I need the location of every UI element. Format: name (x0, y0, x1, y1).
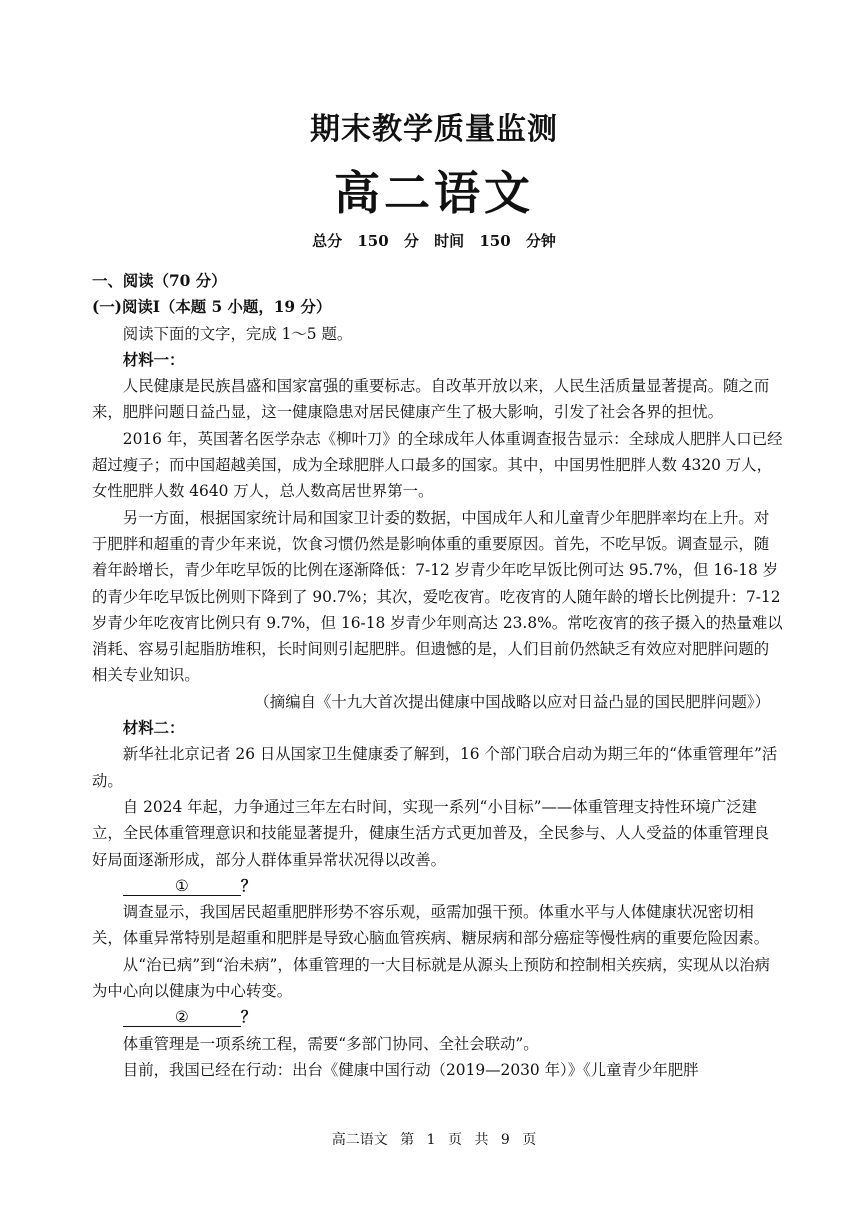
material-two-label: 材料二： (122, 719, 185, 738)
material-two-paragraph: 自 2024 年起，力争通过三年左右时间，实现一系列“小目标”——体重管理支持性环境广泛建立，全民体重管理意识和技能显著提升，健康生活方式更加普及，全民参与、人人受益的体重管理良好局面逐渐形成，部分人群体重异常状况得以改善。 (92, 797, 770, 869)
material-two-paragraph: 从“治已病”到“治未病”，体重管理的一大目标就是从源头上预防和控制相关疾病，实现从以治病为中心向以健康为中心转变。 (92, 955, 770, 1001)
exam-title: 期末教学质量监测 (310, 112, 558, 147)
fill-blank-line-2 (92, 1004, 784, 1030)
fill-blank-2[interactable]: ② (123, 1008, 241, 1027)
fill-blank-1[interactable]: ① (123, 877, 241, 896)
material-two-paragraph: 新华社北京记者 26 日从国家卫生健康委了解到，16 个部门联合启动为期三年的“体重管理年”活动。 (92, 745, 778, 790)
material-one-paragraph: 2016 年，英国著名医学杂志《柳叶刀》的全球成年人体重调查报告显示：全球成人肥胖人口已经超过瘦子；而中国超越美国，成为全球肥胖人口最多的国家。其中，中国男性肥胖人数 4320 万人，女性肥胖人数 4640 万人，总人数高居世界第一。 (92, 429, 783, 501)
blank-question-mark: ？ (240, 876, 257, 895)
fill-blank-line-1 (92, 873, 784, 899)
material-one-label: 材料一： (122, 350, 185, 369)
material-one-paragraph: 人民健康是民族昌盛和国家富强的重要标志。自改革开放以来，人民生活质量显著提高。随之而来，肥胖问题日益凸显，这一健康隐患对居民健康产生了极大影响，引发了社会各界的担忧。 (92, 377, 770, 422)
material-two-paragraph: 体重管理是一项系统工程，需要“多部门协同、全社会联动”。 (122, 1034, 539, 1053)
part-heading: (一)阅读Ⅰ（本题 5 小题，19 分） (92, 298, 332, 317)
section-heading: 一、阅读（70 分） (92, 272, 227, 290)
blank-question-mark: ？ (240, 1008, 257, 1027)
material-two-paragraph: 目前，我国已经在行动：出台《健康中国行动（2019—2030 年）》《儿童青少年肥胖 (122, 1060, 699, 1079)
material-one-source: （摘编自《十九大首次提出健康中国战略以应对日益凸显的国民肥胖问题》） (254, 692, 770, 711)
reading-instruction: 阅读下面的文字，完成 1～5 题。 (122, 324, 353, 343)
exam-content (92, 268, 784, 1083)
material-two-paragraph: 调查显示，我国居民超重肥胖形势不容乐观，亟需加强干预。体重水平与人体健康状况密切相关，体重异常特别是超重和肥胖是导致心脑血管疾病、糖尿病和部分癌症等慢性病的重要危险因素。 (92, 903, 770, 948)
subject-title: 高二语文 (334, 166, 534, 220)
material-one-paragraph: 另一方面，根据国家统计局和国家卫计委的数据，中国成年人和儿童青少年肥胖率均在上升。对于肥胖和超重的青少年来说，饮食习惯仍然是影响体重的重要原因。首先，不吃早饭。调查显示，随着年龄增长，青少年吃早饭的比例在逐渐降低：7-12 岁青少年吃早饭比例可达 95.7%，但 16-18 岁的青少年吃早饭比例则下降到了 90.7%；其次，爱吃夜宵。吃夜宵的人随年龄的增长比例提升：7-12 岁青少年吃夜宵比例只有 9.7%，但 16-18 岁青少年则高达 23.8%。常吃夜宵的孩子摄入的热量难以消耗、容易引起脂肪堆积，长时间则引起肥胖。但遗憾的是，人们目前仍然缺乏有效应对肥胖问题的相关专业知识。 (92, 508, 783, 685)
page-footer: 高二语文 第 1 页 共 9 页 (331, 1132, 537, 1148)
score-time-info: 总分 150 分 时间 150 分钟 (312, 232, 556, 250)
